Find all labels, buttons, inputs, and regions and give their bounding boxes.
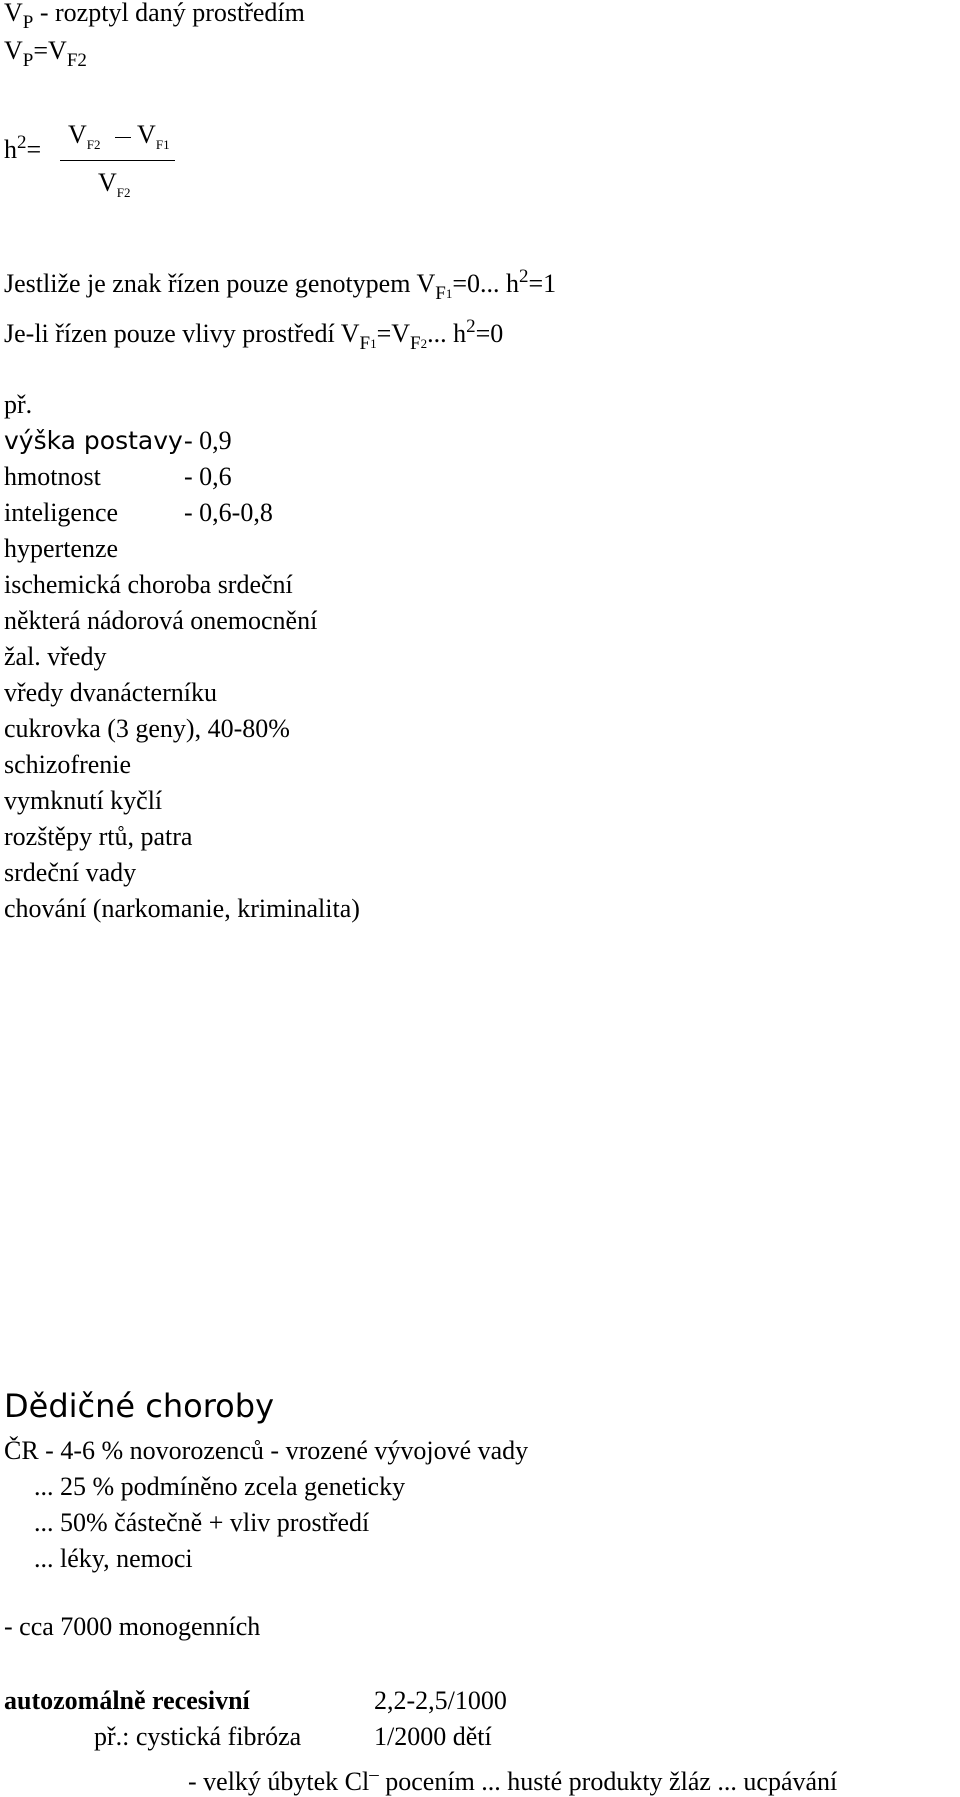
example-name: žal. vředy bbox=[4, 642, 107, 671]
example-value-text: - 0,6-0,8 bbox=[184, 498, 273, 527]
h-symbol: h bbox=[4, 135, 17, 164]
fraction-bar bbox=[60, 160, 175, 161]
example-name: hmotnost bbox=[4, 462, 101, 491]
example-disease-detail bbox=[188, 1760, 837, 1797]
fraction-denominator bbox=[98, 168, 131, 208]
condition-text: Je-li řízen pouze vlivy prostředí V bbox=[4, 319, 360, 348]
condition-end: =1 bbox=[528, 269, 557, 298]
superscript: – bbox=[369, 1764, 379, 1785]
example-item bbox=[4, 426, 183, 456]
condition-result: ... h bbox=[427, 319, 467, 348]
example-value-text: - 0,6 bbox=[184, 462, 232, 491]
subscript-number: 1 bbox=[445, 286, 453, 301]
environment-condition bbox=[4, 312, 503, 359]
example-item bbox=[4, 786, 162, 816]
example-item bbox=[4, 750, 131, 780]
inheritance-type-label: autozomálně recesivní bbox=[4, 1686, 250, 1715]
example-item bbox=[4, 498, 118, 528]
example-disease-label: př.: cystická fibróza bbox=[94, 1722, 302, 1751]
equals-v: =V bbox=[33, 36, 67, 65]
example-name: některá nádorová onemocnění bbox=[4, 606, 318, 635]
v-symbol: V bbox=[4, 0, 23, 27]
example-name: výška postavy bbox=[4, 426, 183, 455]
equals-sign: = bbox=[26, 135, 42, 164]
example-name: vymknutí kyčlí bbox=[4, 786, 163, 815]
subscript: F bbox=[410, 333, 421, 354]
genetic-share: ... 25 % podmíněno zcela geneticky bbox=[34, 1472, 406, 1501]
example-value bbox=[184, 426, 232, 456]
subscript-number: 1 bbox=[370, 336, 377, 351]
section-heading: Dědičné choroby bbox=[4, 1387, 274, 1425]
example-name: inteligence bbox=[4, 498, 119, 527]
example-item bbox=[4, 714, 290, 744]
subscript: F bbox=[155, 137, 164, 152]
superscript: 2 bbox=[17, 132, 27, 153]
example-item bbox=[4, 822, 192, 852]
v-symbol: V bbox=[68, 120, 87, 149]
example-disease-frequency: 1/2000 dětí bbox=[374, 1722, 492, 1751]
example-name: hypertenze bbox=[4, 534, 119, 563]
example-name: vředy dvanácterníku bbox=[4, 678, 217, 707]
partial-share: ... 50% částečně + vliv prostředí bbox=[34, 1508, 370, 1537]
detail-text: - velký úbytek Cl bbox=[188, 1767, 370, 1796]
subscript-number: 2 bbox=[94, 137, 101, 152]
example-item bbox=[4, 642, 107, 672]
equals-v: =V bbox=[376, 319, 411, 348]
subscript: F bbox=[116, 185, 125, 200]
subscript-number: 2 bbox=[124, 185, 131, 200]
examples-label: př. bbox=[4, 390, 33, 419]
example-name: chování (narkomanie, kriminalita) bbox=[4, 894, 360, 923]
drugs-share: ... léky, nemoci bbox=[34, 1544, 193, 1573]
example-item bbox=[4, 570, 293, 600]
example-name: cukrovka (3 geny), 40-80% bbox=[4, 714, 290, 743]
subscript-number: 1 bbox=[163, 137, 170, 152]
example-item bbox=[4, 858, 136, 888]
example-name: ischemická choroba srdeční bbox=[4, 570, 293, 599]
subscript: F bbox=[435, 283, 446, 304]
example-value bbox=[184, 462, 232, 492]
subscript: F bbox=[86, 137, 95, 152]
v-symbol: V bbox=[98, 168, 117, 197]
subscript-number: 2 bbox=[77, 50, 87, 71]
cr-statistic: ČR - 4-6 % novorozenců - vrozené vývojové vady bbox=[4, 1436, 529, 1465]
example-name: srdeční vady bbox=[4, 858, 137, 887]
superscript: 2 bbox=[519, 266, 529, 287]
genotype-condition bbox=[4, 262, 556, 309]
example-item bbox=[4, 894, 360, 924]
definition-text: - rozptyl daný prostředím bbox=[33, 0, 305, 27]
subscript: F bbox=[359, 333, 371, 354]
example-item bbox=[4, 534, 118, 564]
subscript: F bbox=[66, 50, 78, 71]
vp-equals-vf2 bbox=[4, 36, 87, 76]
example-item bbox=[4, 678, 217, 708]
condition-end: =0 bbox=[475, 319, 504, 348]
example-item bbox=[4, 606, 317, 636]
example-value bbox=[184, 498, 273, 528]
example-value-text: - 0,9 bbox=[184, 426, 232, 455]
monogenic-count: - cca 7000 monogenních bbox=[4, 1612, 261, 1641]
condition-text: Jestliže je znak řízen pouze genotypem V bbox=[4, 269, 436, 298]
subscript-number: 2 bbox=[420, 336, 428, 351]
subscript: P bbox=[22, 50, 34, 71]
h2-label bbox=[4, 128, 41, 165]
fraction-numerator bbox=[68, 120, 170, 160]
example-name: schizofrenie bbox=[4, 750, 132, 779]
detail-text: pocením ... husté produkty žláz ... ucpávání bbox=[378, 1767, 838, 1796]
subscript: P bbox=[22, 12, 34, 33]
v-symbol: V bbox=[4, 36, 23, 65]
v-symbol: V bbox=[131, 120, 156, 149]
minus-sign bbox=[115, 137, 131, 138]
superscript: 2 bbox=[466, 316, 476, 337]
vp-definition bbox=[4, 0, 305, 38]
inheritance-type-frequency: 2,2-2,5/1000 bbox=[374, 1686, 507, 1715]
condition-result: =0... h bbox=[452, 269, 519, 298]
example-name: rozštěpy rtů, patra bbox=[4, 822, 193, 851]
example-item bbox=[4, 462, 101, 492]
